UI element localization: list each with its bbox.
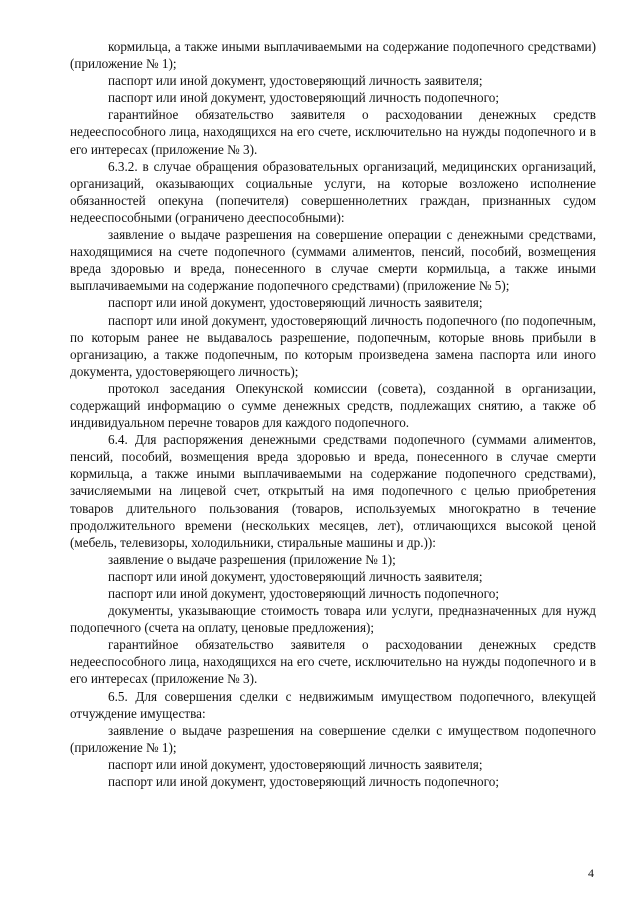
paragraph: заявление о выдаче разрешения на совершение сделки с имуществом подопечного (приложение № 1); (70, 722, 596, 755)
paragraph: гарантийное обязательство заявителя о расходовании денежных средств недееспособного лица, находящихся на его счете, исключительно на нужды подопечного и в его интересах (приложение № 3). (70, 637, 596, 687)
paragraph: паспорт или иной документ, удостоверяющий личность подопечного (по подопечным, по которым ранее не выдавалось разрешение, подопечным, которые вновь прибыли в организацию, а также подопечным, по которым произведена замена паспорта или иного документа, удостоверяющего личность); (70, 312, 596, 379)
paragraph: паспорт или иной документ, удостоверяющий личность заявителя; (108, 568, 483, 584)
page-number: 4 (588, 866, 594, 880)
paragraph: паспорт или иной документ, удостоверяющий личность заявителя; (108, 756, 483, 772)
paragraph: паспорт или иной документ, удостоверяющий личность заявителя; (108, 73, 483, 89)
paragraph: гарантийное обязательство заявителя о расходовании денежных средств недееспособного лица, находящихся на его счете, исключительно на нужды подопечного и в его интересах (приложение № 3). (70, 107, 596, 157)
paragraph: паспорт или иной документ, удостоверяющий личность подопечного; (108, 774, 499, 790)
paragraph: паспорт или иной документ, удостоверяющий личность подопечного; (108, 90, 499, 106)
paragraph: кормильца, а также иными выплачиваемыми на содержание подопечного средствами) (приложение № 1); (70, 39, 596, 72)
paragraph: заявление о выдаче разрешения на совершение операции с денежными средствами, находящимися на счете подопечного (суммами алиментов, пенсий, пособий, возмещения вреда здоровью и вреда, понесенного в случае смерти кормильца, а также иными выплачиваемыми на содержание подопечного средствами) (приложение № 5); (70, 227, 596, 294)
paragraph: 6.3.2. в случае обращения образовательных организаций, медицинских организаций, организаций, оказывающих социальные услуги, на которые возложено исполнение обязанностей опекуна (попечителя) совершеннолетних граждан, признанных судом недееспособными (ограничено дееспособными): (70, 158, 596, 225)
paragraph: 6.5. Для совершения сделки с недвижимым имуществом подопечного, влекущей отчуждение имущества: (70, 688, 596, 721)
paragraph: 6.4. Для распоряжения денежными средствами подопечного (суммами алиментов, пенсий, пособий, возмещения вреда здоровью и вреда, понесенного в случае смерти кормильца, а также иными выплачиваемыми на содержание подопечного средствами), зачисляемыми на лицевой счет, открытый на имя подопечного с целью приобретения товаров длительного пользования (товаров, используемых многократно в течение продолжительного времени (нескольких месяцев, лет), отличающихся высокой ценой (мебель, телевизоры, холодильники, стиральные машины и др.)): (70, 432, 596, 550)
paragraph: протокол заседания Опекунской комиссии (совета), созданной в организации, содержащий информацию о сумме денежных средств, подлежащих снятию, а также об индивидуальном перечне товаров для каждого подопечного. (70, 380, 596, 431)
paragraph: паспорт или иной документ, удостоверяющий личность подопечного; (108, 586, 499, 601)
paragraph: заявление о выдаче разрешения (приложение № 1); (108, 551, 396, 567)
paragraph: документы, указывающие стоимость товара или услуги, предназначенных для нужд подопечного (счета на оплату, ценовые предложения); (70, 603, 596, 636)
document-body (70, 38, 596, 790)
paragraph: паспорт или иной документ, удостоверяющий личность заявителя; (108, 295, 483, 311)
